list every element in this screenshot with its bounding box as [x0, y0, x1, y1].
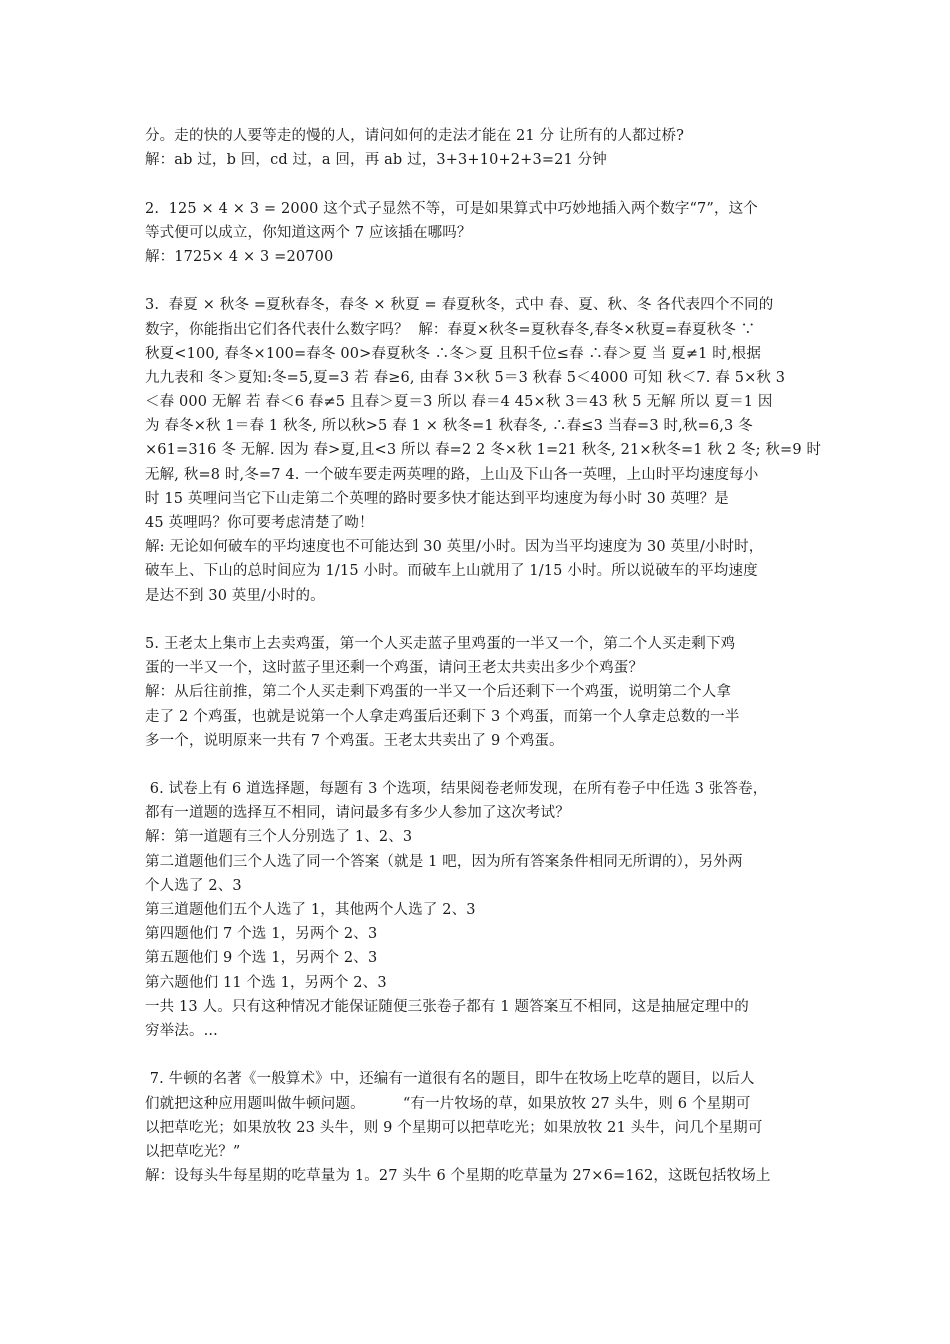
text-line: 第五题他们 9 个选 1，另两个 2、3	[145, 950, 378, 967]
text-line: 2. 125 × 4 × 3 = 2000 这个式子显然不等，可是如果算式中巧妙地插入两个数字“7”，这个	[145, 200, 758, 217]
paragraph-gap	[145, 753, 810, 777]
text-line: 时 15 英哩问当它下山走第二个英哩的路时要多快才能达到平均速度为每小时 30 英哩？是	[145, 490, 729, 507]
paragraph-q2	[145, 197, 810, 270]
text-line: 走了 2 个鸡蛋，也就是说第一个人拿走鸡蛋后还剩下 3 个鸡蛋，而第一个人拿走总数的一半	[145, 708, 740, 725]
text-line: 都有一道题的选择互不相同，请问最多有多少人参加了这次考试？	[145, 805, 570, 822]
text-line: 第三道题他们五个人选了 1，其他两个人选了 2、3	[145, 902, 476, 918]
text-line: 45 英哩吗？你可要考虑清楚了呦！	[145, 515, 374, 531]
text-line: ×61=316 冬 无解. 因为 春>夏,且<3 所以 春=2 2 冬×秋 1=21 秋冬, 21×秋冬=1 秋 2 冬; 秋=9 时	[145, 442, 822, 459]
paragraph-q5	[145, 632, 810, 753]
text-line: 秋夏<100, 春冬×100=春冬 00>春夏秋冬 ∴冬＞夏 且积千位≤春 ∴春＞夏 当 夏≠1 时,根据	[145, 345, 761, 362]
text-line: 以把草吃光？”	[145, 1143, 241, 1160]
text-line: 6. 试卷上有 6 道选择题，每题有 3 个选项，结果阅卷老师发现，在所有卷子中任选 3 张答卷，	[145, 781, 768, 798]
text-line: 3. 春夏 × 秋冬 =夏秋春冬，春冬 × 秋夏 = 春夏秋冬，式中 春、夏、秋、冬 各代表四个不同的	[145, 297, 774, 314]
text-line: 分。走的快的人要等走的慢的人，请问如何的走法才能在 21 分 让所有的人都过桥?	[145, 128, 685, 144]
text-line: 蛋的一半又一个，这时蓝子里还剩一个鸡蛋，请问王老太共卖出多少个鸡蛋？	[145, 660, 644, 677]
text-line: 九九表和 冬＞夏知:冬=5,夏=3 若 春≥6, 由春 3×秋 5＝3 秋春 5＜4000 可知 秋＜7. 春 5×秋 3	[145, 369, 786, 386]
text-line: 第四题他们 7 个选 1，另两个 2、3	[145, 926, 378, 943]
paragraph-q3-q4	[145, 293, 822, 607]
paragraph-p1-text	[145, 124, 810, 172]
text-line: 多一个，说明原来一共有 7 个鸡蛋。王老太共卖出了 9 个鸡蛋。	[145, 732, 564, 749]
text-line: 解: 无论如何破车的平均速度也不可能达到 30 英里/小时。因为当平均速度为 30 英里/小时时，	[145, 539, 764, 556]
text-line: 一共 13 人。只有这种情况才能保证随便三张卷子都有 1 题答案互不相同，这是抽屉定理中的	[145, 998, 749, 1015]
text-line: 穷举法。...	[145, 1022, 218, 1039]
paragraph-gap	[145, 1043, 810, 1067]
text-line: 第二道题他们三个人选了同一个答案（就是 1 吧，因为所有答案条件相同无所谓的），另外两	[145, 853, 743, 870]
text-line: 破车上、下山的总时间应为 1/15 小时。而破车上山就用了 1/15 小时。所以说破车的平均速度	[145, 563, 758, 580]
text-line: 7. 牛顿的名著《一般算术》中，还编有一道很有名的题目，即牛在牧场上吃草的题目，以后人	[145, 1071, 755, 1088]
paragraph-q7	[145, 1067, 810, 1188]
document-body	[145, 124, 822, 1188]
text-line: 个人选了 2、3	[145, 877, 242, 894]
text-line: 是达不到 30 英里/小时的。	[145, 587, 325, 604]
text-line: 解：1725× 4 × 3 =20700	[145, 248, 334, 265]
text-line: 为 春冬×秋 1＝春 1 秋冬, 所以秋>5 春 1 × 秋冬=1 秋春冬, ∴春≤3 当春=3 时,秋=6,3 冬	[145, 418, 753, 435]
paragraph-q6	[145, 777, 810, 1043]
text-line: 们就把这种应用题叫做牛顿问题。 “有一片牧场的草，如果放牧 27 头牛，则 6 个星期可	[145, 1095, 751, 1112]
text-line: ＜春 000 无解 若 春＜6 春≠5 且春＞夏＝3 所以 春＝4 45×秋 3＝43 秋 5 无解 所以 夏＝1 因	[145, 394, 773, 411]
paragraph-gap	[145, 172, 810, 196]
text-line: 解：ab 过，b 回，cd 过，a 回，再 ab 过，3+3+10+2+3=21 分钟	[145, 152, 607, 169]
text-line: 5. 王老太上集市上去卖鸡蛋，第一个人买走蓝子里鸡蛋的一半又一个，第二个人买走剩下鸡	[145, 635, 736, 652]
paragraph-gap	[145, 608, 810, 632]
text-line: 等式便可以成立，你知道这两个 7 应该插在哪吗？	[145, 224, 472, 241]
text-line: 解：设每头牛每星期的吃草量为 1。27 头牛 6 个星期的吃草量为 27×6=162，这既包括牧场上	[145, 1168, 771, 1185]
text-line: 以把草吃光；如果放牧 23 头牛，则 9 个星期可以把草吃光；如果放牧 21 头牛，问几个星期可	[145, 1119, 763, 1136]
paragraph-gap	[145, 269, 810, 293]
text-line: 第六题他们 11 个选 1，另两个 2、3	[145, 974, 387, 991]
text-line: 无解, 秋=8 时,冬=7 4. 一个破车要走两英哩的路，上山及下山各一英哩，上山时平均速度每小	[145, 466, 759, 483]
text-line: 数字，你能指出它们各代表什么数字吗？ 解：春夏×秋冬=夏秋春冬,春冬×秋夏=春夏秋冬 ∵	[145, 321, 756, 338]
text-line: 解：从后往前推，第二个人买走剩下鸡蛋的一半又一个后还剩下一个鸡蛋，说明第二个人拿	[145, 684, 731, 701]
text-line: 解：第一道题有三个人分别选了 1、2、3	[145, 829, 413, 846]
